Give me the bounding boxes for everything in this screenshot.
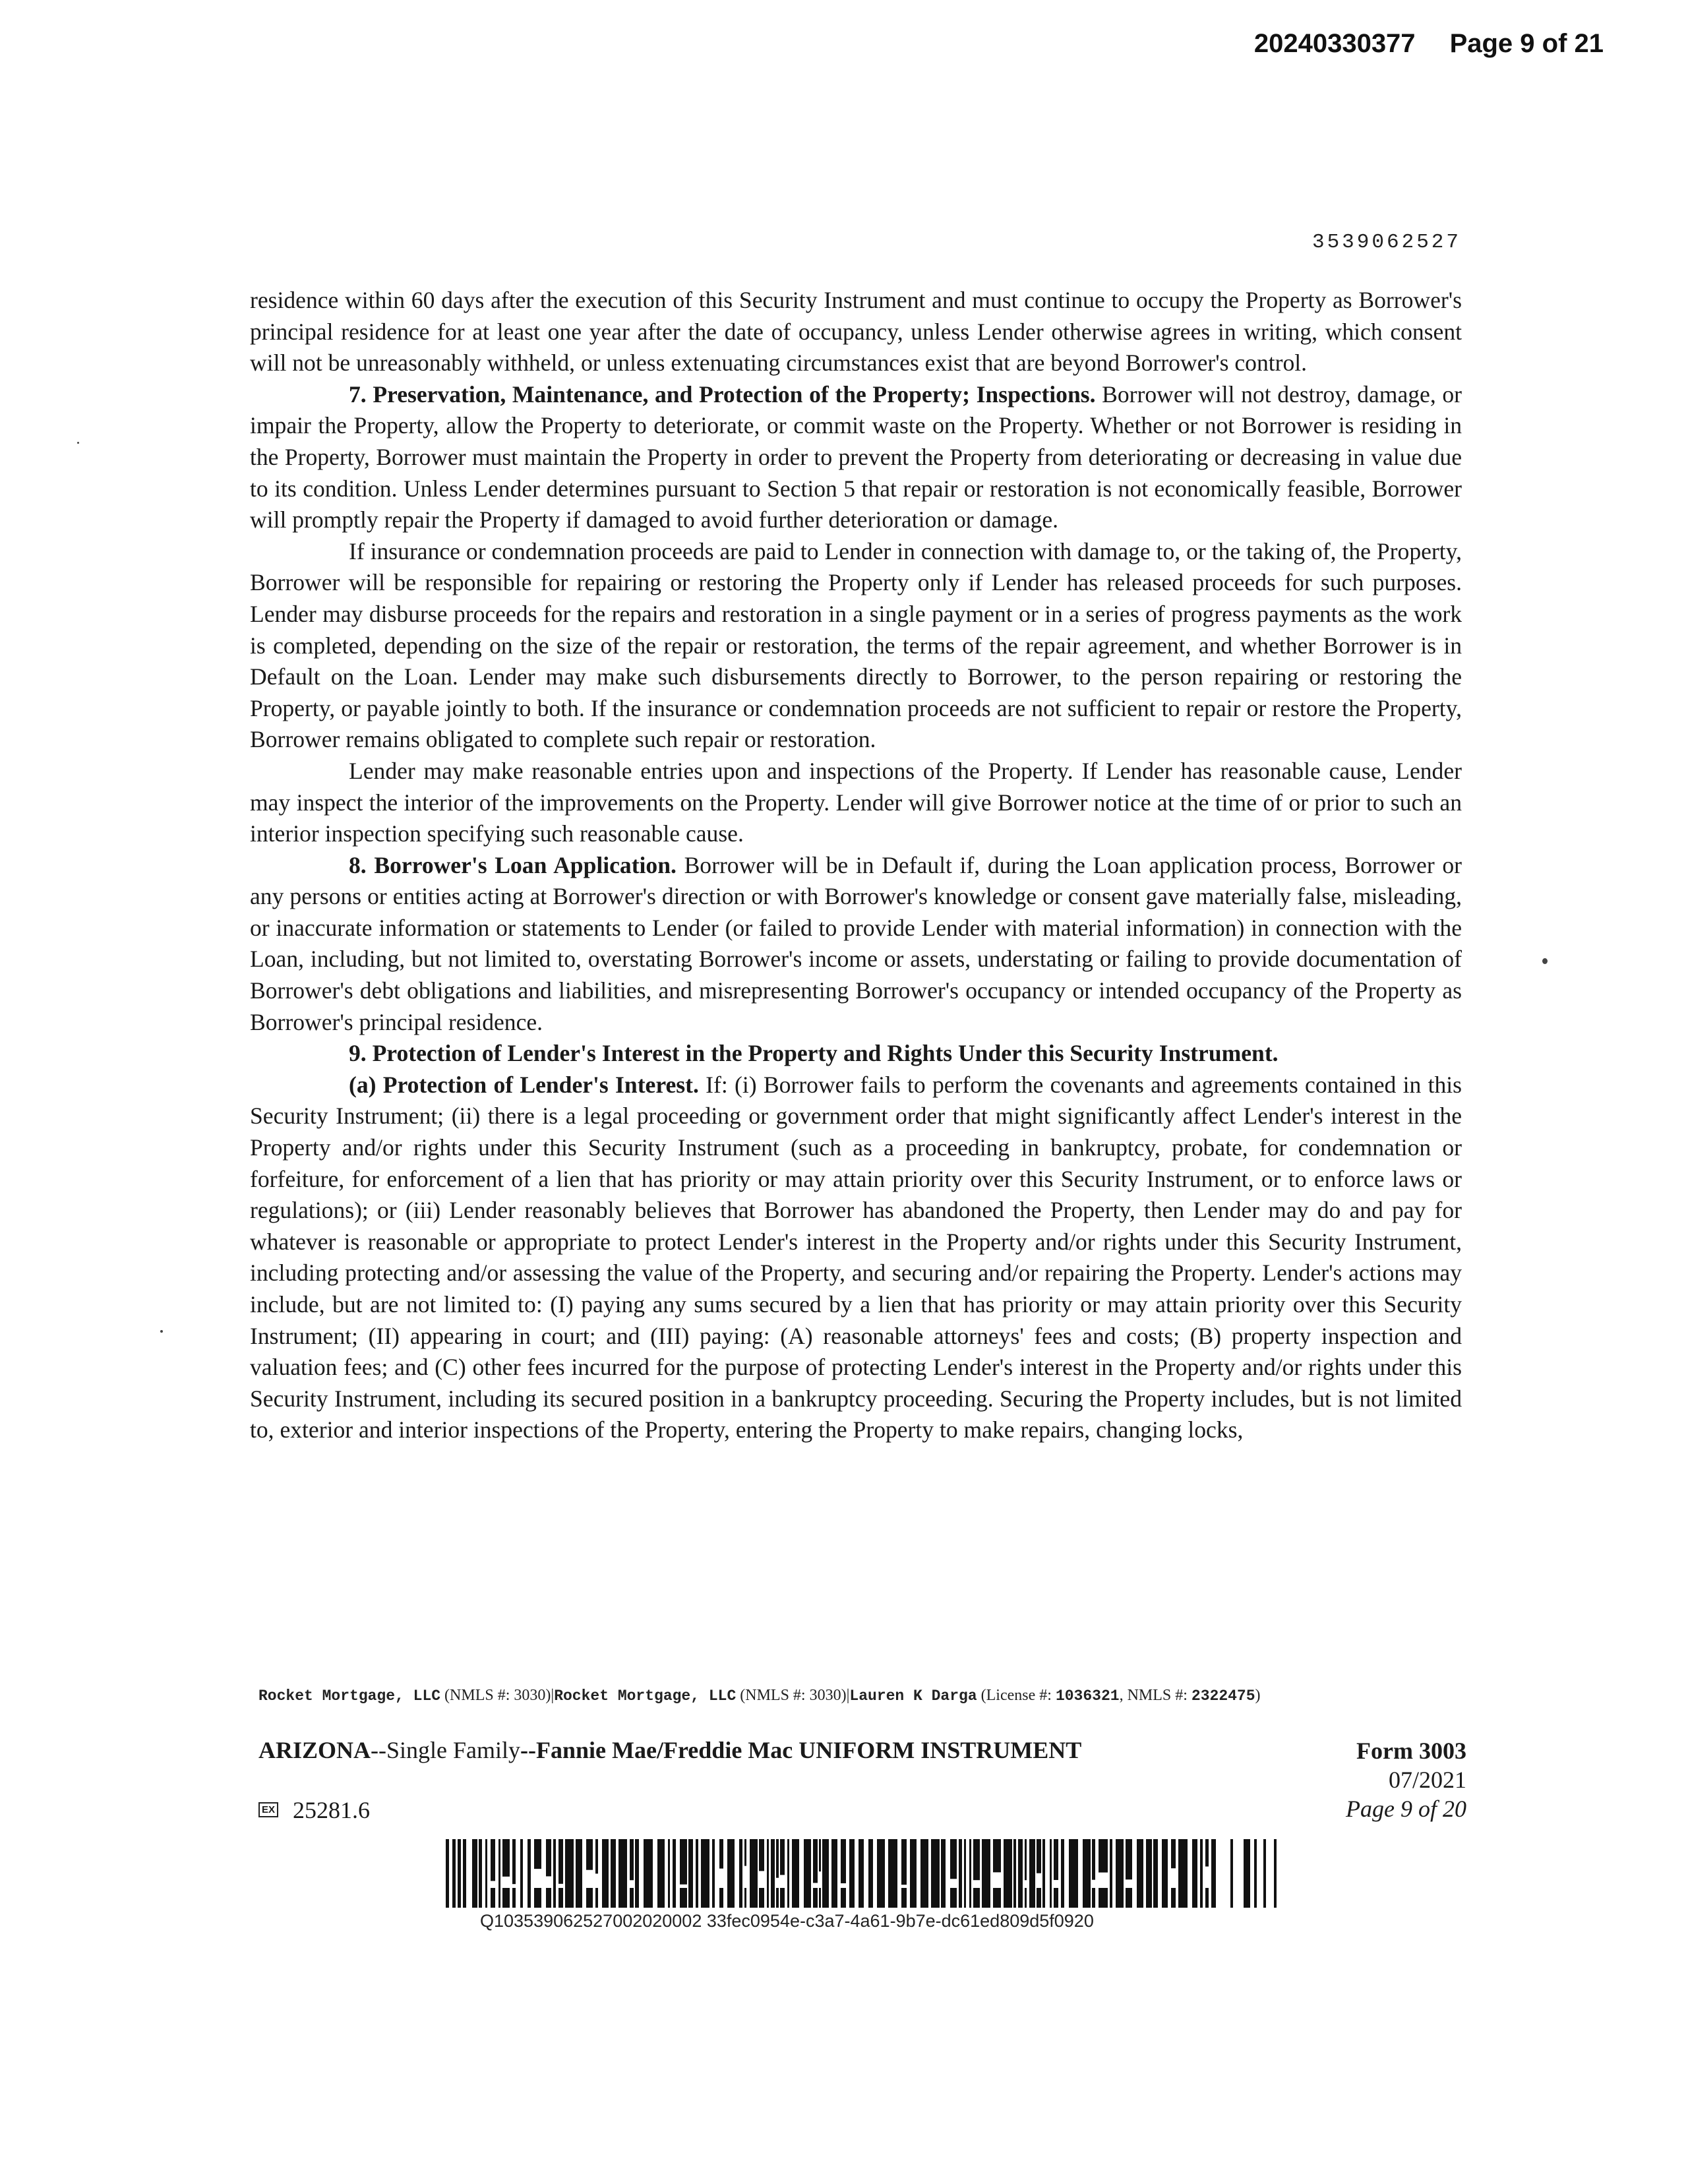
inspection-paragraph: Lender may make reasonable entries upon and inspections of the Property. If Lender has reasonable cause, Lender may inspect the interior of the improvements on the Property. Lender will give Borrower notice at the time of or prior to such an interior inspection specifying such reasonable cause. <box>250 757 1462 847</box>
originator-name-2: Rocket Mortgage, LLC <box>554 1687 737 1705</box>
document-code <box>258 1796 370 1824</box>
recording-page-label: Page 9 of 21 <box>1449 29 1604 58</box>
continued-paragraph: residence within 60 days after the execution of this Security Instrument and must continue to occupy the Property as Borrower's principal residence for at least one year after the date of occupancy, unless Lender otherwise agrees in writing, which consent will not be unreasonably withheld, or unless extenuating circumstances exist that are beyond Borrower's control. <box>250 287 1462 377</box>
loan-officer-name: Lauren K Darga <box>849 1687 977 1705</box>
scan-speck <box>160 1330 163 1333</box>
form-title <box>258 1736 1081 1764</box>
doc-code: 25281.6 <box>293 1797 371 1823</box>
form-date: 07/2021 <box>1388 1767 1466 1793</box>
loan-officer-nmls: 2322475 <box>1191 1687 1255 1705</box>
barcode <box>446 1839 1282 1908</box>
license-prefix: (License #: <box>980 1687 1052 1704</box>
close-paren: ) <box>1255 1687 1261 1704</box>
separator: | <box>551 1687 555 1704</box>
form-number: Form 3003 <box>1356 1738 1466 1764</box>
section-9 <box>250 1038 1462 1070</box>
scan-speck <box>77 442 79 444</box>
document-body <box>250 285 1462 1446</box>
section-8-heading: 8. Borrower's Loan Application. <box>349 851 677 878</box>
uniform-instrument-label: Fannie Mae/Freddie Mac UNIFORM INSTRUMENT <box>536 1737 1082 1763</box>
nmls-prefix: , NMLS #: <box>1119 1687 1188 1704</box>
recording-number: 20240330377 <box>1253 29 1416 58</box>
form-info <box>1346 1736 1466 1823</box>
section-8 <box>250 850 1462 1039</box>
family-type: Single Family <box>386 1737 521 1763</box>
section-9a-text: If: (i) Borrower fails to perform the covenants and agreements contained in this Security Instrument; (ii) there is a legal proceeding or government order that might significantly affect Lender's interest in the Property and/or rights under this Security Instrument (such as a proceeding in bankruptcy, probate, for condemnation or forfeiture, for enforcement of a lien that has priority or may attain priority over this Security Instrument, or to enforce laws or regulations); or (iii) Lender reasonably believes that Borrower has abandoned the Property, then Lender may do and pay for whatever is reasonable or appropriate to protect Lender's interest in the Property and/or rights under this Security Instrument, including protecting and/or assessing the value of the Property, and securing and/or repairing the Property. Lender's actions may include, but are not limited to: (I) paying any sums secured by a lien that has priority or may attain priority over this Security Instrument; (II) appearing in court; and (III) paying: (A) reasonable attorneys' fees and costs; (B) property inspection and valuation fees; and (C) other fees incurred for the purpose of protecting Lender's interest in the Property and/or rights under this Security Instrument, including its secured position in a bankruptcy proceeding. Securing the Property includes, but is not limited to, exterior and interior inspections of the Property, entering the Property to make repairs, changing locks, <box>250 1071 1462 1443</box>
license-number: 1036321 <box>1055 1687 1120 1705</box>
loan-number: 3539062527 <box>1311 231 1461 254</box>
recording-header <box>1254 29 1604 59</box>
originator-nmls-2: (NMLS #: 3030) <box>740 1687 847 1704</box>
section-9a <box>250 1070 1462 1446</box>
section-9a-heading: (a) Protection of Lender's Interest. <box>349 1071 699 1098</box>
originator-name-1: Rocket Mortgage, LLC <box>258 1687 441 1705</box>
section-7-text: Borrower will not destroy, damage, or impair the Property, allow the Property to deteriorate, or commit waste on the Property. Whether or not Borrower is residing in the Property, Borrower must maintain the Property in order to prevent the Property from deteriorating or decreasing in value due to its condition. Unless Lender determines pursuant to Section 5 that repair or restoration is not economically feasible, Borrower will promptly repair the Property if damaged to avoid further deterioration or damage. <box>250 380 1462 533</box>
originator-nmls-1: (NMLS #: 3030) <box>444 1687 551 1704</box>
section-8-text: Borrower will be in Default if, during the Loan application process, Borrower or any persons or entities acting at Borrower's direction or with Borrower's knowledge or consent gave materially false, misleading, or inaccurate information or statements to Lender (or failed to provide Lender with material information) in connection with the Loan, including, but not limited to, overstating Borrower's income or assets, understating or failing to provide documentation of Borrower's debt obligations and liabilities, and misrepresenting Borrower's occupancy or intended occupancy of the Property as Borrower's principal residence. <box>250 851 1462 1035</box>
title-dash: -- <box>520 1737 536 1763</box>
insurance-proceeds-paragraph: If insurance or condemnation proceeds are paid to Lender in connection with damage to, or the taking of, the Property, Borrower will be responsible for repairing or restoring the Property only if Lender has released proceeds for such purposes. Lender may disburse proceeds for the repairs and restoration in a single payment or in a series of progress payments as the work is completed, depending on the size of the repair or restoration, the terms of the repair agreement, and whether Borrower is in Default on the Loan. Lender may make such disbursements directly to Borrower, to the person repairing or restoring the Property, or payable jointly to both. If the insurance or condemnation proceeds are not sufficient to repair or restore the Property, Borrower remains obligated to complete such repair or restoration. <box>250 537 1462 753</box>
barcode-caption: Q103539062527002020002 33fec0954e-c3a7-4a61-9b7e-dc61ed809d5f0920 <box>480 1911 1094 1931</box>
ex-box: EX <box>258 1802 278 1817</box>
separator: | <box>846 1687 850 1704</box>
section-7-heading: 7. Preservation, Maintenance, and Protection of the Property; Inspections. <box>349 380 1096 408</box>
section-9-heading: 9. Protection of Lender's Interest in the Property and Rights Under this Security Instrument. <box>349 1040 1279 1067</box>
originator-info <box>258 1686 1472 1706</box>
state-name: ARIZONA <box>258 1737 371 1763</box>
scan-speck <box>1542 958 1548 964</box>
title-dash: -- <box>371 1737 386 1763</box>
section-7 <box>250 379 1462 536</box>
form-page: Page 9 of 20 <box>1346 1796 1466 1822</box>
